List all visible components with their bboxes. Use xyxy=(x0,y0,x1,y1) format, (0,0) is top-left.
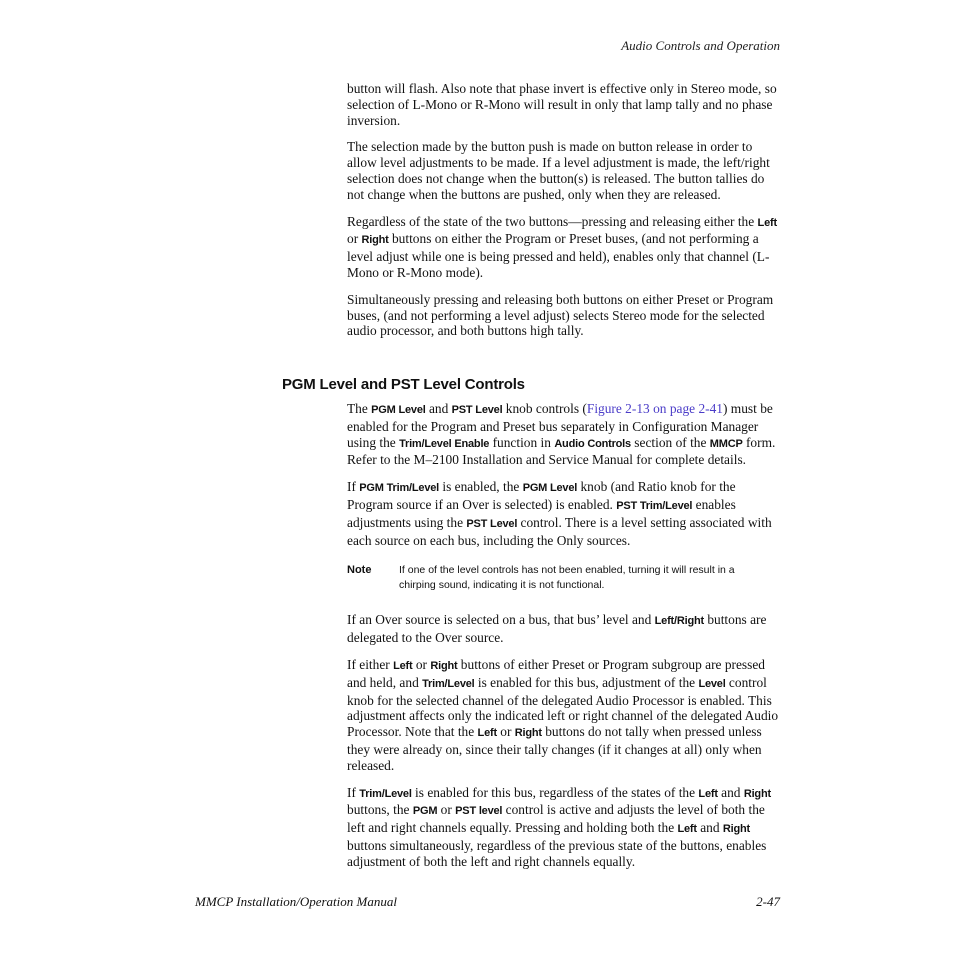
section-paragraph-2: If PGM Trim/Level is enabled, the PGM Level knob (and Ratio knob for the Program source if an Over is selected) is enabled. PST Trim/Level enables adjustments using the PST Level control. There is a level setting associated with each source on each bus, including the Only sources. xyxy=(347,479,772,548)
section-paragraph-4: If either Left or Right buttons of either Preset or Program subgroup are pressed and held, and Trim/Level is enabled for this bus, adjustment of the Level control knob for the selected channel of the delegated Audio Processor is enabled. This adjustment affects only the indicated left or right channel of the delegated Audio Processor. Note that the Left or Right buttons do not tally when pressed unless they were already on, since their tally changes (if it changes at all) only when released. xyxy=(347,656,779,773)
section-heading: PGM Level and PST Level Controls xyxy=(282,376,525,393)
right-button-ref: Right xyxy=(361,234,389,247)
note-text: If one of the level controls has not been enabled, turning it will result in a chirping sound, indicating it is not functional. xyxy=(399,564,735,592)
section-paragraph-5: If Trim/Level is enabled for this bus, regardless of the states of the Left and Right buttons, the PGM or PST level control is active and adjusts the level of both the left and right channels equally. Pressing and holding both the Left and Right buttons simultaneously, regardless of the previous state of the buttons, enables adjustment of both the left and right channels equally. xyxy=(347,784,771,869)
body-column xyxy=(347,81,781,350)
left-button-ref: Left xyxy=(757,216,777,229)
section-paragraph-3: If an Over source is selected on a bus, that bus’ level and Left/Right buttons are delegated to the Over source. xyxy=(347,612,767,646)
running-head: Audio Controls and Operation xyxy=(621,38,780,53)
note-label: Note xyxy=(347,564,372,577)
section-body xyxy=(347,401,781,881)
section-paragraph-1: The PGM Level and PST Level knob controls (Figure 2-13 on page 2-41) must be enabled for the Program and Preset bus separately in Configuration Manager using the Trim/Level Enable function in Audio Controls section of the MMCP form. Refer to the M–2100 Installation and Service Manual for complete details. xyxy=(347,401,776,468)
intro-paragraph-1: button will flash. Also note that phase invert is effective only in Stereo mode, so selection of L-Mono or R-Mono will result in only that lamp tally and no phase inversion. xyxy=(347,81,777,128)
intro-paragraph-3: Regardless of the state of the two buttons—pressing and releasing either the Left or Right buttons on either the Program or Preset buses, (and not performing a level adjust while one is being pressed and held), enables only that channel (L-Mono or R-Mono mode). xyxy=(347,213,777,280)
footer-page-number: 2-47 xyxy=(756,894,780,909)
note-block xyxy=(347,563,781,593)
intro-paragraph-2: The selection made by the button push is made on button release in order to allow level adjustments to be made. If a level adjustment is made, the left/right selection does not change when the button(s) is released. The button tallies do not change when the buttons are pushed, only when they are released. xyxy=(347,139,770,202)
intro-paragraph-4: Simultaneously pressing and releasing both buttons on either Preset or Program buses, (and not performing a level adjust) selects Stereo mode for the selected audio processor, and both buttons high tally. xyxy=(347,291,774,339)
footer-manual-title: MMCP Installation/Operation Manual xyxy=(195,894,397,909)
figure-cross-reference-link[interactable]: Figure 2-13 on page 2-41 xyxy=(586,401,723,416)
